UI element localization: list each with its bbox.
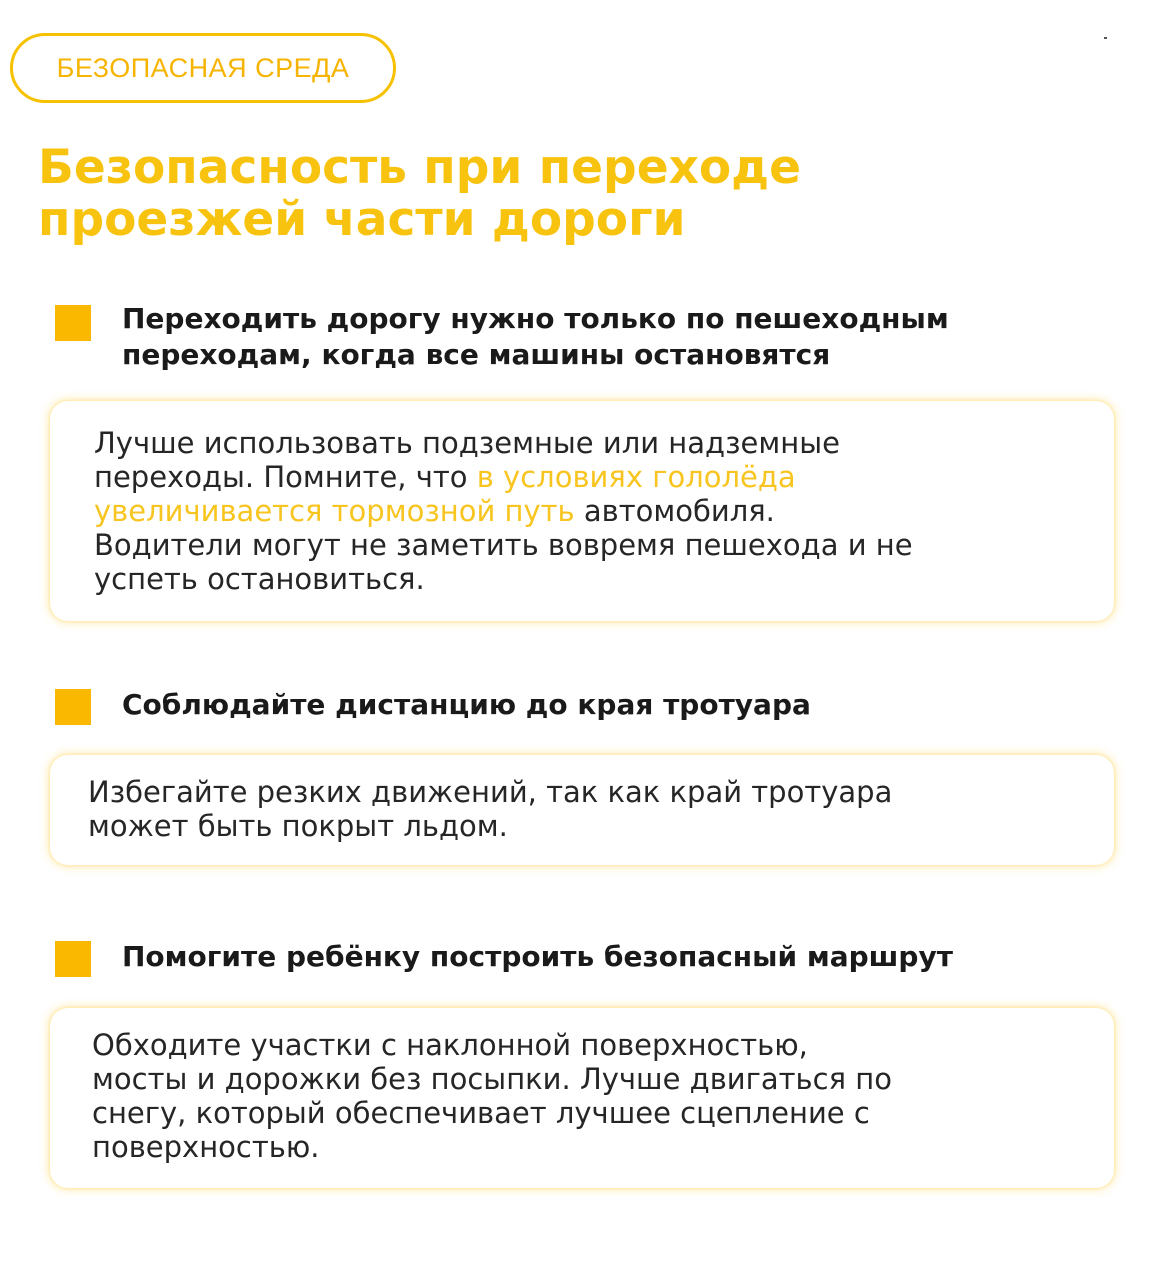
card-text-line: снегу, который обеспечивает лучшее сцепление с [92,1096,870,1130]
card-text [88,775,892,843]
square-bullet-icon [55,941,91,977]
card-text [92,1028,892,1164]
section-heading-line: Переходить дорогу нужно только по пешеходным [122,302,949,335]
card-text-segment: автомобиля. [574,494,775,528]
title-line: проезжей части дороги [38,192,686,247]
highlighted-text: увеличивается тормозной путь [94,494,575,528]
page-title [38,142,1118,246]
section-heading-line: переходам, когда все машины остановятся [122,338,831,371]
card-text-line: Обходите участки с наклонной поверхностью, [92,1028,808,1062]
card-text-line [94,494,913,528]
section-heading-line: Соблюдайте дистанцию до края тротуара [122,688,811,721]
info-card [50,1008,1114,1188]
card-text-line: может быть покрыт льдом. [88,809,508,843]
card-text-line: Лучше использовать подземные или надземные [94,426,840,460]
section-heading [122,301,1122,373]
square-bullet-icon [55,305,91,341]
category-tag: БЕЗОПАСНАЯ СРЕДА [10,33,396,103]
card-text-line: успеть остановиться. [94,562,425,596]
highlighted-text: в условиях гололёда [476,460,796,494]
card-text-line: поверхностью. [92,1130,320,1164]
square-bullet-icon [55,689,91,725]
decorative-dot [1104,37,1107,39]
card-text-line [94,460,913,494]
section-heading [122,939,1122,975]
card-text-line: Избегайте резких движений, так как край тротуара [88,775,893,809]
card-text [94,426,913,596]
card-text-segment: переходы. Помните, что [94,460,477,494]
title-line: Безопасность при переходе [38,140,802,195]
info-card [50,755,1114,865]
card-text-line: Водители могут не заметить вовремя пешехода и не [94,528,913,562]
info-card [50,401,1114,621]
section-heading [122,687,1122,723]
card-text-line: мосты и дорожки без посыпки. Лучше двигаться по [92,1062,892,1096]
section-heading-line: Помогите ребёнку построить безопасный маршрут [122,940,953,973]
